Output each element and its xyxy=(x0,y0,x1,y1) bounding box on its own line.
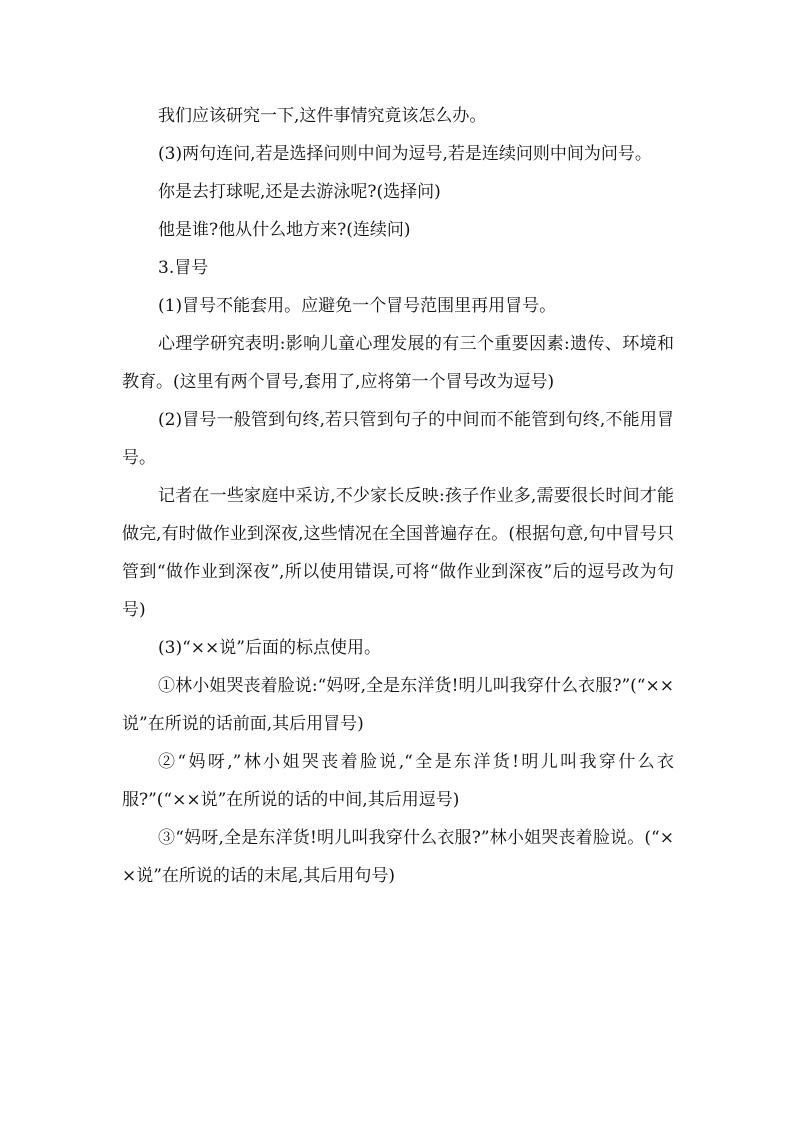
paragraph: (3)“××说”后面的标点使用。 xyxy=(158,638,381,658)
paragraph: (1)冒号不能套用。应避免一个冒号范围里再用冒号。 xyxy=(158,296,557,316)
paragraph: 你是去打球呢,还是去游泳呢?(选择问) xyxy=(158,182,441,202)
paragraph: (2)冒号一般管到句终,若只管到句子的中间而不能管到句终,不能用冒号。 xyxy=(122,410,674,468)
example-item: ②“妈呀,”林小姐哭丧着脸说,“全是东洋货!明儿叫我穿什么衣服?”(“××说”在所说的话的中间,其后用逗号) xyxy=(122,752,674,810)
paragraph: 心理学研究表明:影响儿童心理发展的有三个重要因素:遗传、环境和教育。(这里有两个冒号,套用了,应将第一个冒号改为逗号) xyxy=(122,334,674,392)
example-item: ③“妈呀,全是东洋货!明儿叫我穿什么衣服?”林小姐哭丧着脸说。(“××说”在所说的话的末尾,其后用句号) xyxy=(122,828,674,886)
paragraph: (3)两句连问,若是选择问则中间为逗号,若是连续问则中间为问号。 xyxy=(158,144,652,164)
section-heading: 3.冒号 xyxy=(158,258,209,278)
paragraph: 记者在一些家庭中采访,不少家长反映:孩子作业多,需要很长时间才能做完,有时做作业到深夜,这些情况在全国普遍存在。(根据句意,句中冒号只管到“做作业到深夜”,所以使用错误,可将“做作业到深夜”后的逗号改为句号) xyxy=(122,486,674,620)
document-body xyxy=(122,97,674,895)
example-item: ①林小姐哭丧着脸说:“妈呀,全是东洋货!明儿叫我穿什么衣服?”(“××说”在所说的话前面,其后用冒号) xyxy=(122,676,674,734)
paragraph: 他是谁?他从什么地方来?(连续问) xyxy=(158,220,411,240)
paragraph: 我们应该研究一下,这件事情究竟该怎么办。 xyxy=(158,106,487,126)
